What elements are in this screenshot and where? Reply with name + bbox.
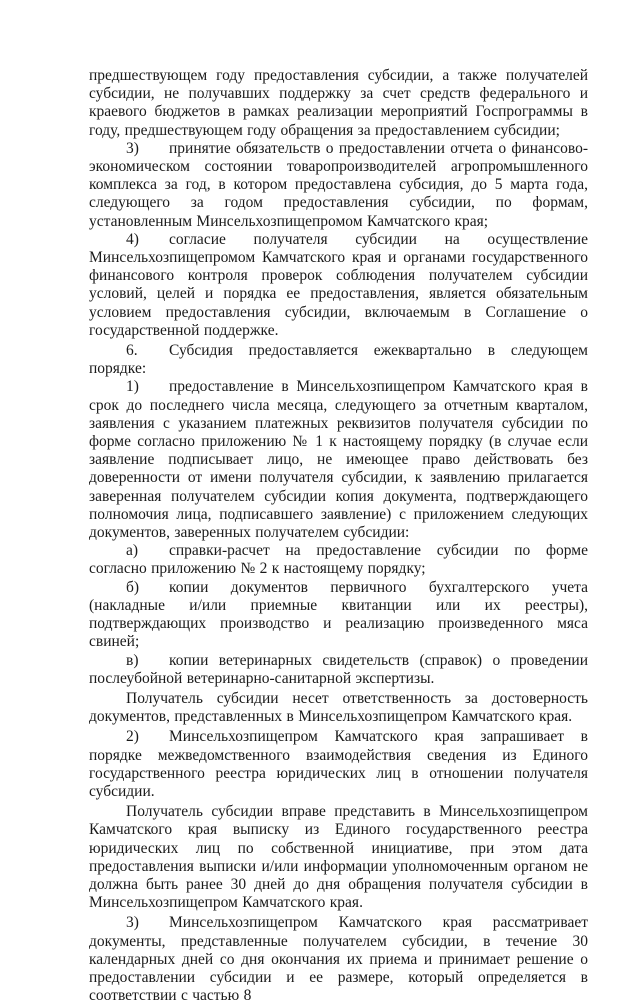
item-text: Минсельхозпищепром Камчатского края запрашивает в порядке межведомственного взаимодействия сведения из Единого государственного реестра юридических лиц в отношении получателя субсидии. <box>89 728 588 800</box>
list-item-1 <box>89 378 588 542</box>
list-item-a <box>89 542 588 578</box>
item-text: справки-расчет на предоставление субсидии по форме согласно приложению № 2 к настоящему порядку; <box>89 542 588 578</box>
item-number: 4) <box>126 230 139 248</box>
item-number: 1) <box>126 378 139 396</box>
item-text: копии ветеринарных свидетельств (справок) о проведении послеубойной ветеринарно-санитарной экспертизы. <box>89 651 588 687</box>
item-text: предоставление в Минсельхозпищепром Камчатского края в срок до последнего числа месяца, следующего за отчетным кварталом, заявления с указанием платежных реквизитов получателя субсидии по форме согласно приложению № 1 к настоящему порядку (в случае если заявление подписывает лицо, не имеющее право действовать без доверенности от имени получателя субсидии, к заявлению прилагается заверенная получателем субсидии копия документа, подтверждающего полномочия лица, подписавшего заявление) с приложением следующих документов, заверенных получателем субсидии: <box>89 378 588 542</box>
list-item-2 <box>89 728 588 801</box>
item-text: принятие обязательств о предоставлении отчета о финансово-экономическом состоянии товаропроизводителей агропромышленного комплекса за год, в котором предоставлена субсидия, до 5 марта года, следующего за годом предоставления субсидии, по формам, установленным Минсельхозпищепромом Камчатского края; <box>89 139 588 230</box>
item-number: а) <box>126 542 139 560</box>
list-item-3-review <box>89 914 588 1005</box>
document-body <box>89 67 588 1005</box>
item-number: 2) <box>126 728 139 746</box>
item-number: б) <box>126 578 140 596</box>
list-item-b <box>89 579 588 652</box>
section-number: 6. <box>126 342 138 360</box>
list-item-4 <box>89 231 588 340</box>
item-number: в) <box>126 651 139 669</box>
item-text: Минсельхозпищепром Камчатского края рассматривает документы, представленные получателем субсидии, в течение 30 календарных дней со дня окончания их приема и принимает решение о предоставлении субсидии и ее размере, который определяется в соответствии с частью 8 <box>89 914 588 1005</box>
item-text: согласие получателя субсидии на осуществление Минсельхозпищепромом Камчатского края и органами государственного финансового контроля проверок соблюдения получателем субсидии условий, целей и порядка ее предоставления, является обязательным условием предоставления субсидии, включаемым в Соглашение о государственной поддержке. <box>89 230 588 339</box>
list-item-3 <box>89 140 588 231</box>
list-item-v <box>89 652 588 688</box>
item-text: копии документов первичного бухгалтерского учета (накладные и/или приемные квитанции или их реестры), подтверждающих производство и реализацию произведенного мяса свиней; <box>89 578 588 651</box>
paragraph-right: Получатель субсидии вправе представить в Минсельхозпищепром Камчатского края выписку из Единого государственного реестра юридических лиц по собственной инициативе, при этом дата предоставления выписки и/или информации уполномоченным органом не должна быть ранее 30 дней до дня обращения получателя субсидии в Минсельхозпищепром Камчатского края. <box>89 803 588 912</box>
item-number: 3) <box>126 139 139 157</box>
section-6 <box>89 342 588 378</box>
section-text: Субсидия предоставляется ежеквартально в следующем порядке: <box>89 342 588 378</box>
item-number: 3) <box>126 914 139 932</box>
paragraph-continuation: предшествующем году предоставления субсидии, а также получателей субсидии, не получавших поддержку за счет средств федерального и краевого бюджетов в рамках реализации мероприятий Госпрограммы в году, предшествующем году обращения за предоставлением субсидии; <box>89 67 588 139</box>
paragraph-responsibility: Получатель субсидии несет ответственность за достоверность документов, представленных в Минсельхозпищепром Камчатского края. <box>89 689 588 726</box>
